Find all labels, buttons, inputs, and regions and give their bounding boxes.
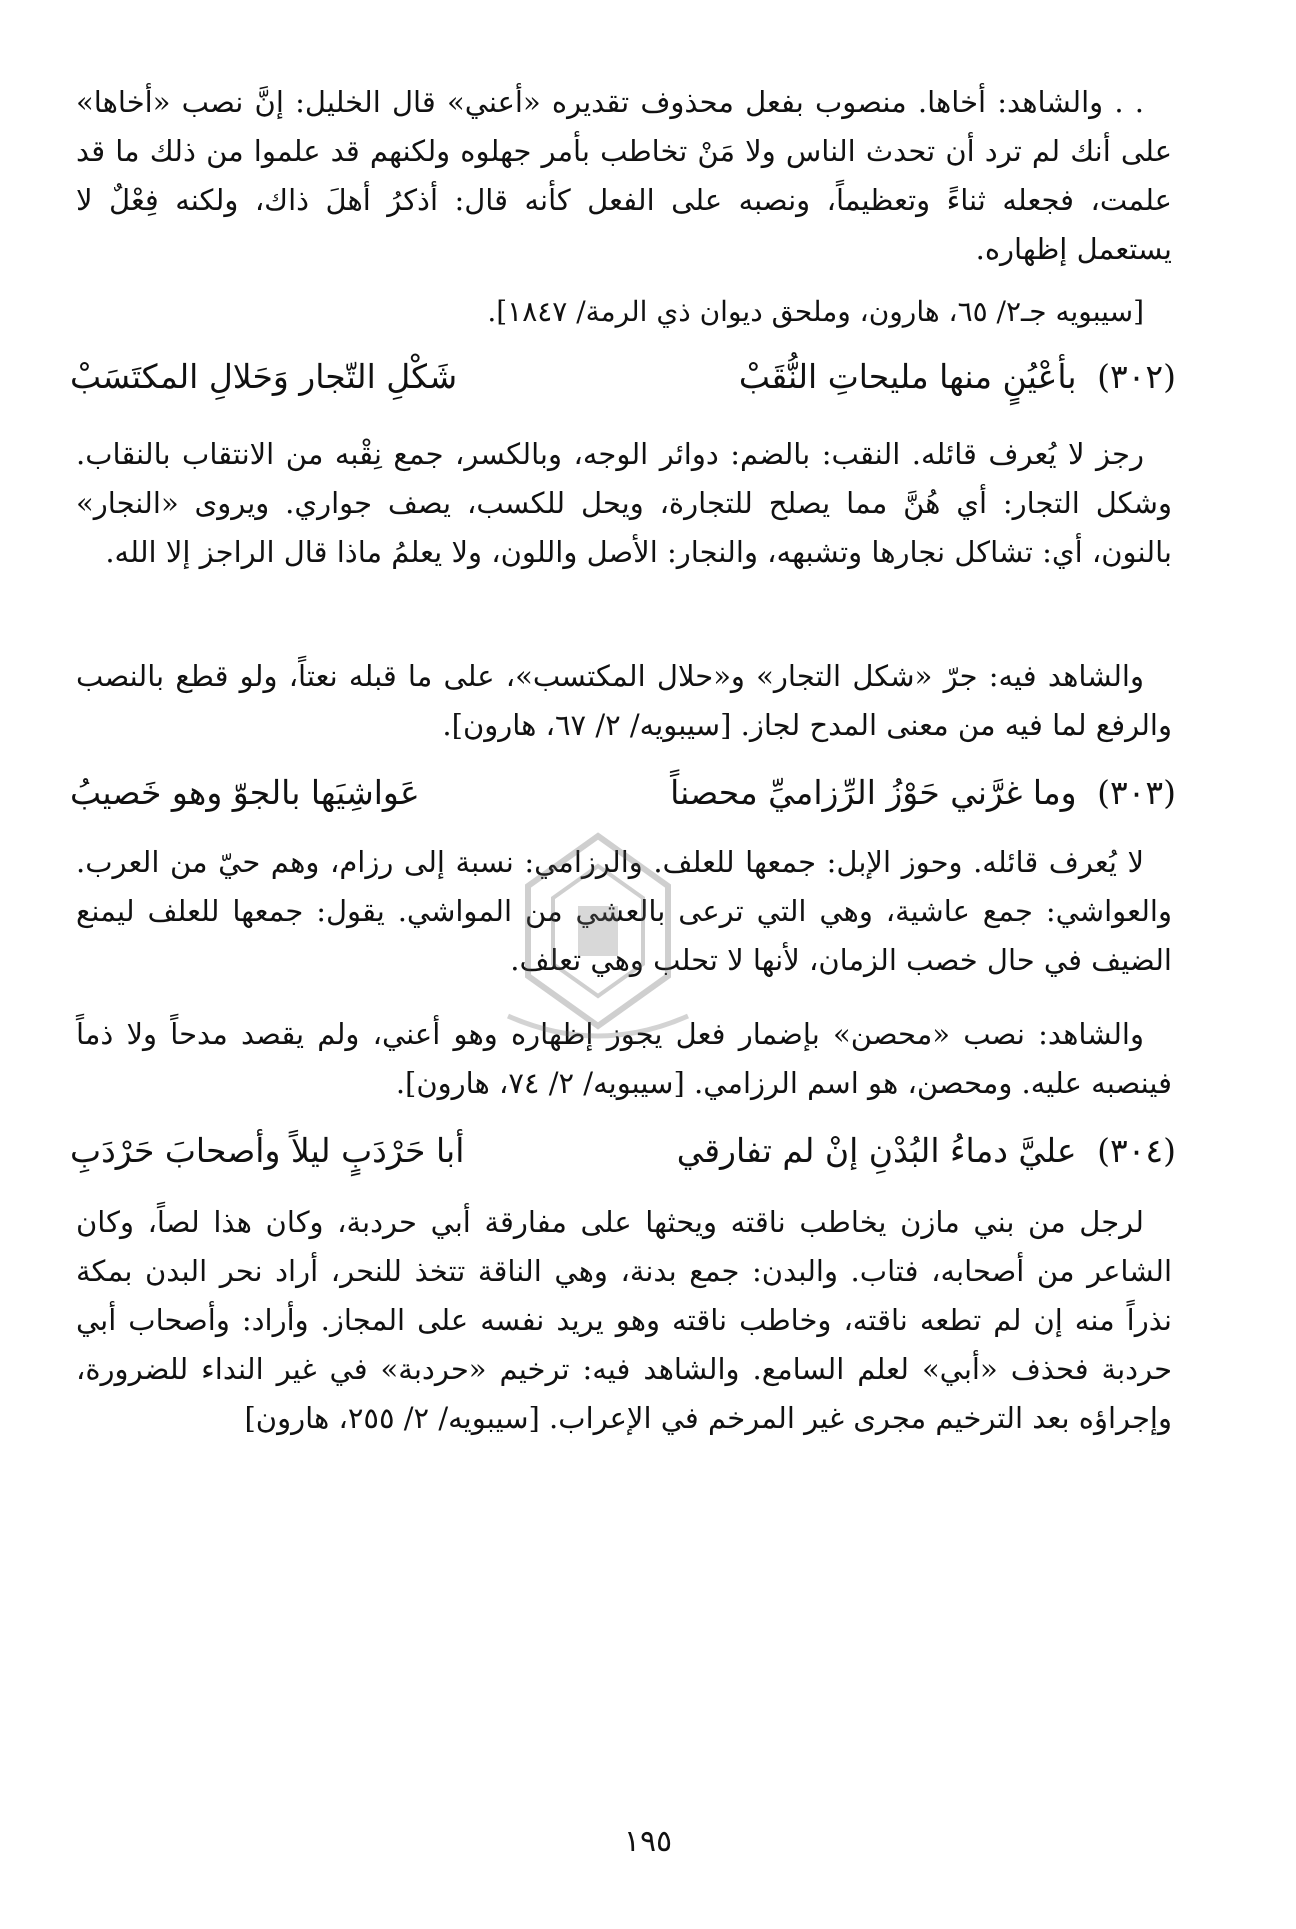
paragraph-304-explanation: لرجل من بني مازن يخاطب ناقته ويحثها على مفارقة أبي حردبة، وكان هذا لصاً، وكان الشاعر من أصحابه، فتاب. والبدن: جمع بدنة، وهي الناقة تتخذ للنحر، أراد نحر البدن بمكة نذراً منه إن لم تطعه ناقته، وخاطب ناقته وهو يريد نفسه على المجاز. وأراد: وأصحاب أبي حردبة فحذف «أبي» لعلم السامع. والشاهد فيه: ترخيم «حردبة» في غير النداء للضرورة، وإجراؤه بعد الترخيم مجرى غير المرخم في الإعراب. [سيبويه/ ٢/ ٢٥٥، هارون] — [76, 1205, 1172, 1435]
paragraph-block-304 — [76, 1198, 1172, 1443]
paragraph-301-commentary: . . والشاهد: أخاها. منصوب بفعل محذوف تقديره «أعني» قال الخليل: إنَّ نصب «أخاها» على أنك لم ترد أن تحدث الناس ولا مَنْ تخاطب بأمر جهلوه ولكنهم قد علموا من ذلك ما قد علمت، فجعله ثناءً وتعظيماً، ونصبه على الفعل كأنه قال: أذكرُ أهلَ ذاك، ولكنه فِعْلٌ لا يستعمل إظهاره. — [76, 85, 1172, 266]
paragraph-303-explanation: لا يُعرف قائله. وحوز الإبل: جمعها للعلف. والرزامي: نسبة إلى رزام، وهم حيّ من العرب. والعواشي: جمع عاشية، وهي التي ترعى بالعشي من المواشي. يقول: جمعها للعلف ليمنع الضيف في حال خصب الزمان، لأنها لا تحلب وهي تعلف. — [76, 845, 1172, 977]
verse-303 — [70, 768, 1176, 818]
paragraph-block-top — [76, 78, 1172, 274]
verse-number: (٣٠٣) — [1097, 773, 1176, 812]
page-number: ١٩٥ — [623, 1824, 673, 1859]
paragraph-303-evidence: والشاهد: نصب «محصن» بإضمار فعل يجوز إظهاره وهو أعني، ولم يقصد مدحاً ولا ذماً فينصبه عليه. ومحصن، هو اسم الرزامي. [سيبويه/ ٢/ ٧٤، هارون]. — [76, 1017, 1172, 1100]
paragraph-302-explanation: رجز لا يُعرف قائله. النقب: بالضم: دوائر الوجه، وبالكسر، جمع نِقْبه من الانتقاب بالنقاب. وشكل التجار: أي هُنَّ مما يصلح للتجارة، ويحل للكسب، يصف جواري. ويروى «النجار» بالنون، أي: تشاكل نجارها وتشبهه، والنجار: الأصل واللون، ولا يعلمُ ماذا قال الراجز إلا الله. — [76, 437, 1172, 569]
verse-hemistich-second: أبا حَرْدَبٍ ليلاً وأصحابَ حَرْدَبِ — [70, 1131, 465, 1170]
citation-block — [76, 290, 1172, 334]
verse-hemistich-first: وما غرَّني حَوْزُ الرِّزاميِّ محصناً — [670, 773, 1077, 812]
verse-304 — [70, 1126, 1176, 1176]
paragraph-block-302-a — [76, 430, 1172, 577]
paragraph-block-302-b — [76, 652, 1172, 750]
verse-hemistich-second: عَواشِيَها بالجوّ وهو خَصيبُ — [70, 773, 420, 812]
verse-number: (٣٠٢) — [1097, 357, 1176, 396]
verse-302 — [70, 352, 1176, 402]
verse-number: (٣٠٤) — [1097, 1131, 1176, 1170]
verse-hemistich-second: شَكْلِ التّجار وَحَلالِ المكتَسَبْ — [70, 357, 458, 396]
library-seal-icon — [478, 826, 718, 1046]
verse-hemistich-first: بأعْيُنٍ منها مليحاتِ النُّقَبْ — [738, 357, 1077, 396]
citation-301: [سيبويه جـ٢/ ٦٥، هارون، وملحق ديوان ذي الرمة/ ١٨٤٧]. — [487, 295, 1144, 328]
verse-hemistich-first: عليَّ دماءُ البُدْنِ إنْ لم تفارقي — [676, 1131, 1077, 1170]
paragraph-302-evidence: والشاهد فيه: جرّ «شكل التجار» و«حلال المكتسب»، على ما قبله نعتاً، ولو قطع بالنصب والرفع لما فيه من معنى المدح لجاز. [سيبويه/ ٢/ ٦٧، هارون]. — [76, 659, 1172, 742]
